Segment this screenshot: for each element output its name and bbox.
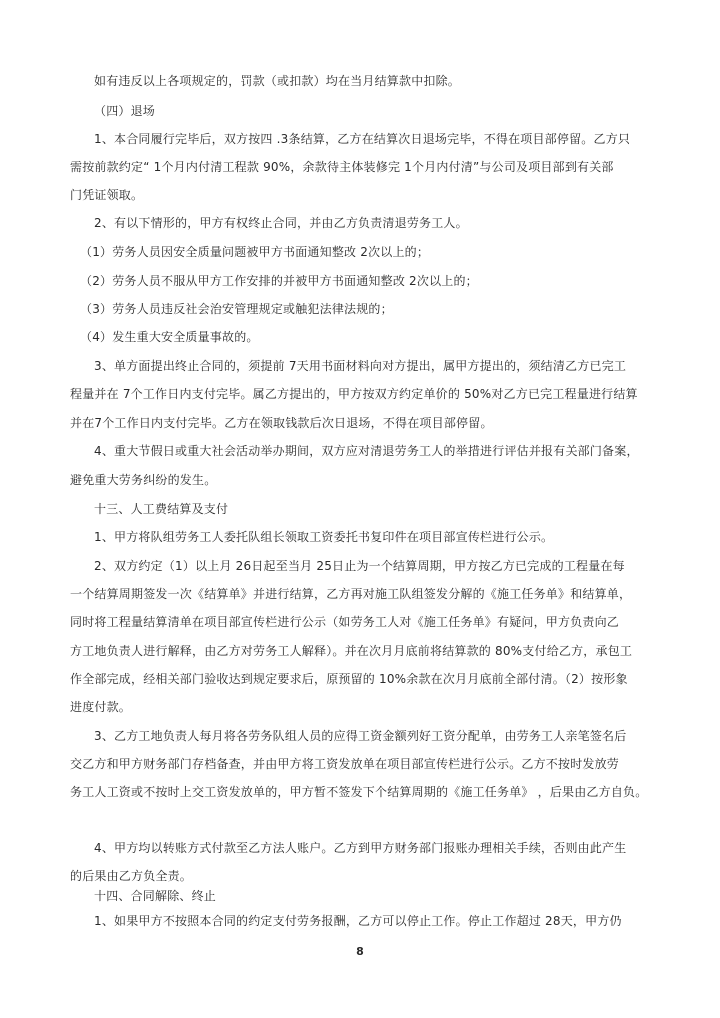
text-line: 一个结算周期签发一次《结算单》并进行结算，乙方再对施工队组签发分解的《施工任务单》和结算单， <box>70 587 632 601</box>
section-heading: （四）退场 <box>94 104 156 118</box>
text-line: 2、双方约定（1）以上月 26日起至当月 25日止为一个结算周期，甲方按乙方已完成的工程量在每 <box>94 559 625 573</box>
text-line: 交乙方和甲方财务部门存档备查，并由甲方将工资发放单在项目部宣传栏进行公示。乙方不按时发放劳 <box>70 757 620 771</box>
text-line: 4、重大节假日或重大社会活动举办期间，双方应对清退劳务工人的举措进行评估并报有关部门备案， <box>94 444 639 458</box>
text-line: 门凭证领取。 <box>70 188 144 202</box>
text-line: 避免重大劳务纠纷的发生。 <box>70 473 217 487</box>
text-line: 程量并在 7个工作日内支付完毕。属乙方提出的，甲方按双方约定单价的 50%对乙方已完工程量进行结算 <box>70 387 638 401</box>
text-line: 务工人工资或不按时上交工资发放单的，甲方暂不签发下个结算周期的《施工任务单》 ，后果由乙方自负。 <box>70 785 648 799</box>
section-heading: 十四、合同解除、终止 <box>94 889 217 903</box>
list-item: （4）发生重大安全质量事故的。 <box>80 330 259 344</box>
text-line: 3、单方面提出终止合同的，须提前 7天用书面材料向对方提出，属甲方提出的，须结清乙方已完工 <box>94 359 627 373</box>
text-line: 作全部完成，经相关部门验收达到规定要求后，原预留的 10%余款在次月月底前全部付清。（2）按形象 <box>70 672 628 686</box>
text-line: 1、如果甲方不按照本合同的约定支付劳务报酬，乙方可以停止工作。停止工作超过 28天，甲方仍 <box>94 914 622 928</box>
text-line: 同时将工程量结算清单在项目部宣传栏进行公示（如劳务工人对《施工任务单》有疑问，甲方负责向乙 <box>70 615 620 629</box>
text-line: 如有违反以上各项规定的，罚款（或扣款）均在当月结算款中扣除。 <box>94 74 461 88</box>
text-line: 的后果由乙方负全责。 <box>70 869 193 883</box>
section-heading: 十三、人工费结算及支付 <box>94 502 229 516</box>
list-item: （2）劳务人员不服从甲方工作安排的并被甲方书面通知整改 2次以上的； <box>80 274 478 288</box>
text-line: 1、本合同履行完毕后，双方按四 .3条结算，乙方在结算次日退场完毕，不得在项目部停留。乙方只 <box>94 132 631 146</box>
text-line: 1、甲方将队组劳务工人委托队组长领取工资委托书复印件在项目部宣传栏进行公示。 <box>94 530 554 544</box>
text-line: 4、甲方均以转账方式付款至乙方法人账户。乙方到甲方财务部门报账办理相关手续，否则由此产生 <box>94 841 627 855</box>
page-number: 8 <box>356 945 364 958</box>
list-item: （3）劳务人员违反社会治安管理规定或触犯法律法规的； <box>80 302 393 316</box>
text-line: 并在7个工作日内支付完毕。乙方在领取钱款后次日退场，不得在项目部停留。 <box>70 416 493 430</box>
text-line: 需按前款约定“ 1个月内付清工程款 90%，余款待主体装修完 1个月内付清”与公司及项目部到有关部 <box>70 160 614 174</box>
text-line: 方工地负责人进行解释，由乙方对劳务工人解释）。并在次月月底前将结算款的 80%支付给乙方，承包工 <box>70 644 633 658</box>
text-line: 3、乙方工地负责人每月将各劳务队组人员的应得工资金额列好工资分配单，由劳务工人亲笔签名后 <box>94 729 627 743</box>
text-line: 进度付款。 <box>70 700 132 714</box>
list-item: （1）劳务人员因安全质量问题被甲方书面通知整改 2次以上的； <box>80 245 430 259</box>
text-line: 2、有以下情形的，甲方有权终止合同，并由乙方负责清退劳务工人。 <box>94 216 468 230</box>
